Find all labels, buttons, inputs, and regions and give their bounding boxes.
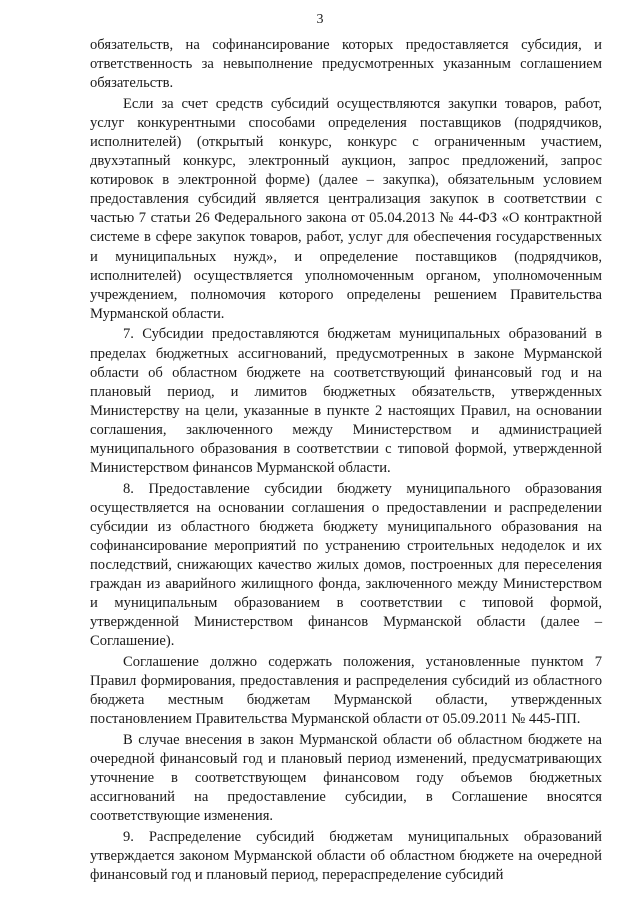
paragraph-agreement-contents: Соглашение должно содержать положения, установленные пунктом 7 Правил формирования, предоставления и распределения субсидий из областного бюджета местным бюджетам Мурманской области, утвержденных постановлением Правительства Мурманской области от 05.09.2011 № 445-ПП. xyxy=(90,654,602,728)
paragraph-8-agreement: 8. Предоставление субсидии бюджету муниципального образования осуществляется на основании соглашения о предоставлении и распределении субсидии из областного бюджета бюджету муниципального образования на софинансирование мероприятий по устранению строительных недоделок и их последствий, снижающих качество жилых домов, построенных для переселения граждан из аварийного жилищного фонда, заключенного между Министерством и муниципальным образованием в соответствии с типовой формой, утвержденной Министерством финансов Мурманской области (далее – Соглашение). xyxy=(90,480,602,650)
page-number: 3 xyxy=(316,12,324,27)
paragraph-9-distribution: 9. Распределение субсидий бюджетам муниципальных образований утверждается законом Мурманской области об областном бюджете на очередной финансовый год и плановый период, перераспределение субсидий xyxy=(90,828,602,884)
paragraph-procurement-centralization: Если за счет средств субсидий осуществляются закупки товаров, работ, услуг конкурентными способами определения поставщиков (подрядчиков, исполнителей) (открытый конкурс, конкурс с ограниченным участием, двухэтапный конкурс, электронный аукцион, запрос предложений, запрос котировок в электронной форме) (далее – закупка), обязательным условием предоставления субсидий является централизация закупок в соответствии с частью 7 статьи 26 Федерального закона от 05.04.2013 № 44-ФЗ «О контрактной системе в сфере закупок товаров, работ, услуг для обеспечения государственных и муниципальных нужд», и определение поставщиков (подрядчиков, исполнителей) осуществляется уполномоченным органом, уполномоченным учреждением, полномочия которого определены решением Правительства Мурманской области. xyxy=(90,95,602,322)
paragraph-7-subsidy-provision: 7. Субсидии предоставляются бюджетам муниципальных образований в пределах бюджетных ассигнований, предусмотренных в законе Мурманской области об областном бюджете на соответствующий финансовый год и на плановый период, и лимитов бюджетных обязательств, утвержденных Министерству на цели, указанные в пункте 2 настоящих Правил, на основании соглашения, заключенного между Министерством и администрацией муниципального образования в соответствии с типовой формой, утвержденной Министерством финансов Мурманской области. xyxy=(90,326,602,477)
document-body xyxy=(90,36,602,887)
paragraph-budget-amendments: В случае внесения в закон Мурманской области об областном бюджете на очередной финансовый год и плановый период изменений, предусматривающих уточнение в соответствующем финансовом году объемов бюджетных ассигнований на предоставление субсидии, в Соглашение вносятся соответствующие изменения. xyxy=(90,731,602,825)
paragraph-obligations-continuation: обязательств, на софинансирование которых предоставляется субсидия, и ответственность за невыполнение предусмотренных указанным соглашением обязательств. xyxy=(90,37,602,92)
